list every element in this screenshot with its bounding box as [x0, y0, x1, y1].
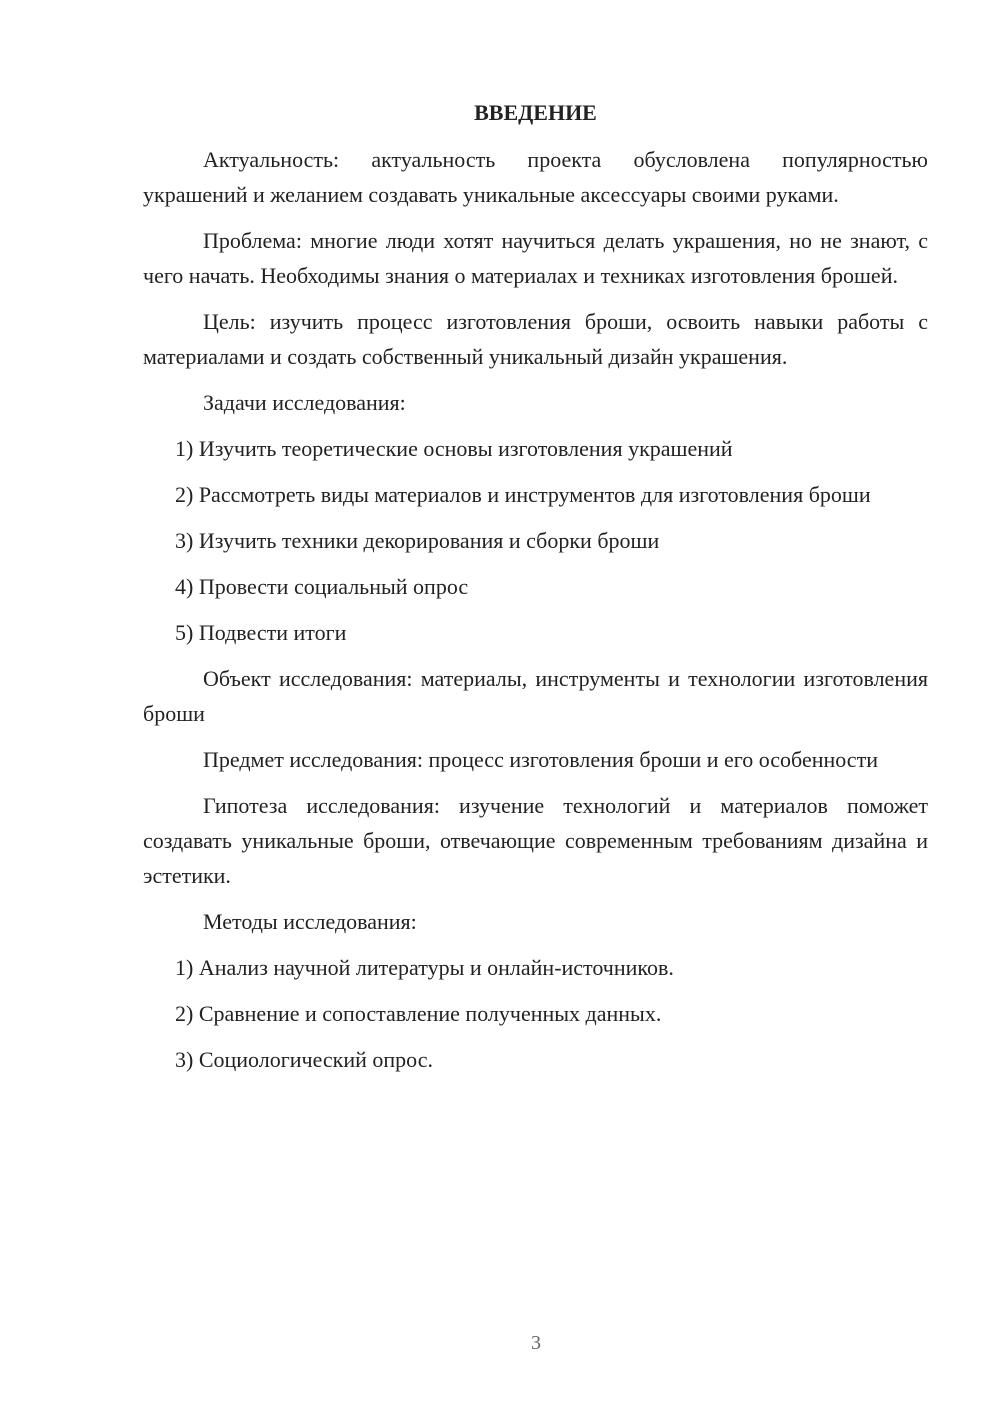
problem-paragraph: Проблема: многие люди хотят научиться делать украшения, но не знают, с чего начать. Необходимы знания о материалах и техниках изготовления брошей. — [143, 228, 928, 288]
document-body — [143, 96, 928, 1088]
method-item: 1) Анализ научной литературы и онлайн-источников. — [175, 955, 674, 980]
page-title: ВВЕДЕНИЕ — [474, 100, 597, 125]
task-item: 3) Изучить техники декорирования и сборки броши — [175, 528, 660, 553]
task-item: 1) Изучить теоретические основы изготовления украшений — [175, 436, 733, 461]
subject-paragraph: Предмет исследования: процесс изготовления броши и его особенности — [203, 747, 878, 772]
hypothesis-paragraph: Гипотеза исследования: изучение технологий и материалов поможет создавать уникальные броши, отвечающие современным требованиям дизайна и эстетики. — [143, 793, 928, 888]
tasks-heading: Задачи исследования: — [203, 390, 406, 415]
task-item: 4) Провести социальный опрос — [175, 574, 469, 599]
object-paragraph: Объект исследования: материалы, инструменты и технологии изготовления броши — [143, 666, 928, 726]
task-item: 5) Подвести итоги — [175, 620, 347, 645]
task-item: 2) Рассмотреть виды материалов и инструментов для изготовления броши — [175, 482, 871, 507]
method-item: 3) Социологический опрос. — [175, 1047, 433, 1072]
goal-paragraph: Цель: изучить процесс изготовления броши, освоить навыки работы с материалами и создать собственный уникальный дизайн украшения. — [143, 309, 928, 369]
page-number: 3 — [531, 1332, 541, 1354]
methods-heading: Методы исследования: — [203, 909, 417, 934]
method-item: 2) Сравнение и сопоставление полученных данных. — [175, 1001, 662, 1026]
relevance-paragraph: Актуальность: актуальность проекта обусловлена популярностью украшений и желанием создавать уникальные аксессуары своими руками. — [143, 147, 928, 207]
